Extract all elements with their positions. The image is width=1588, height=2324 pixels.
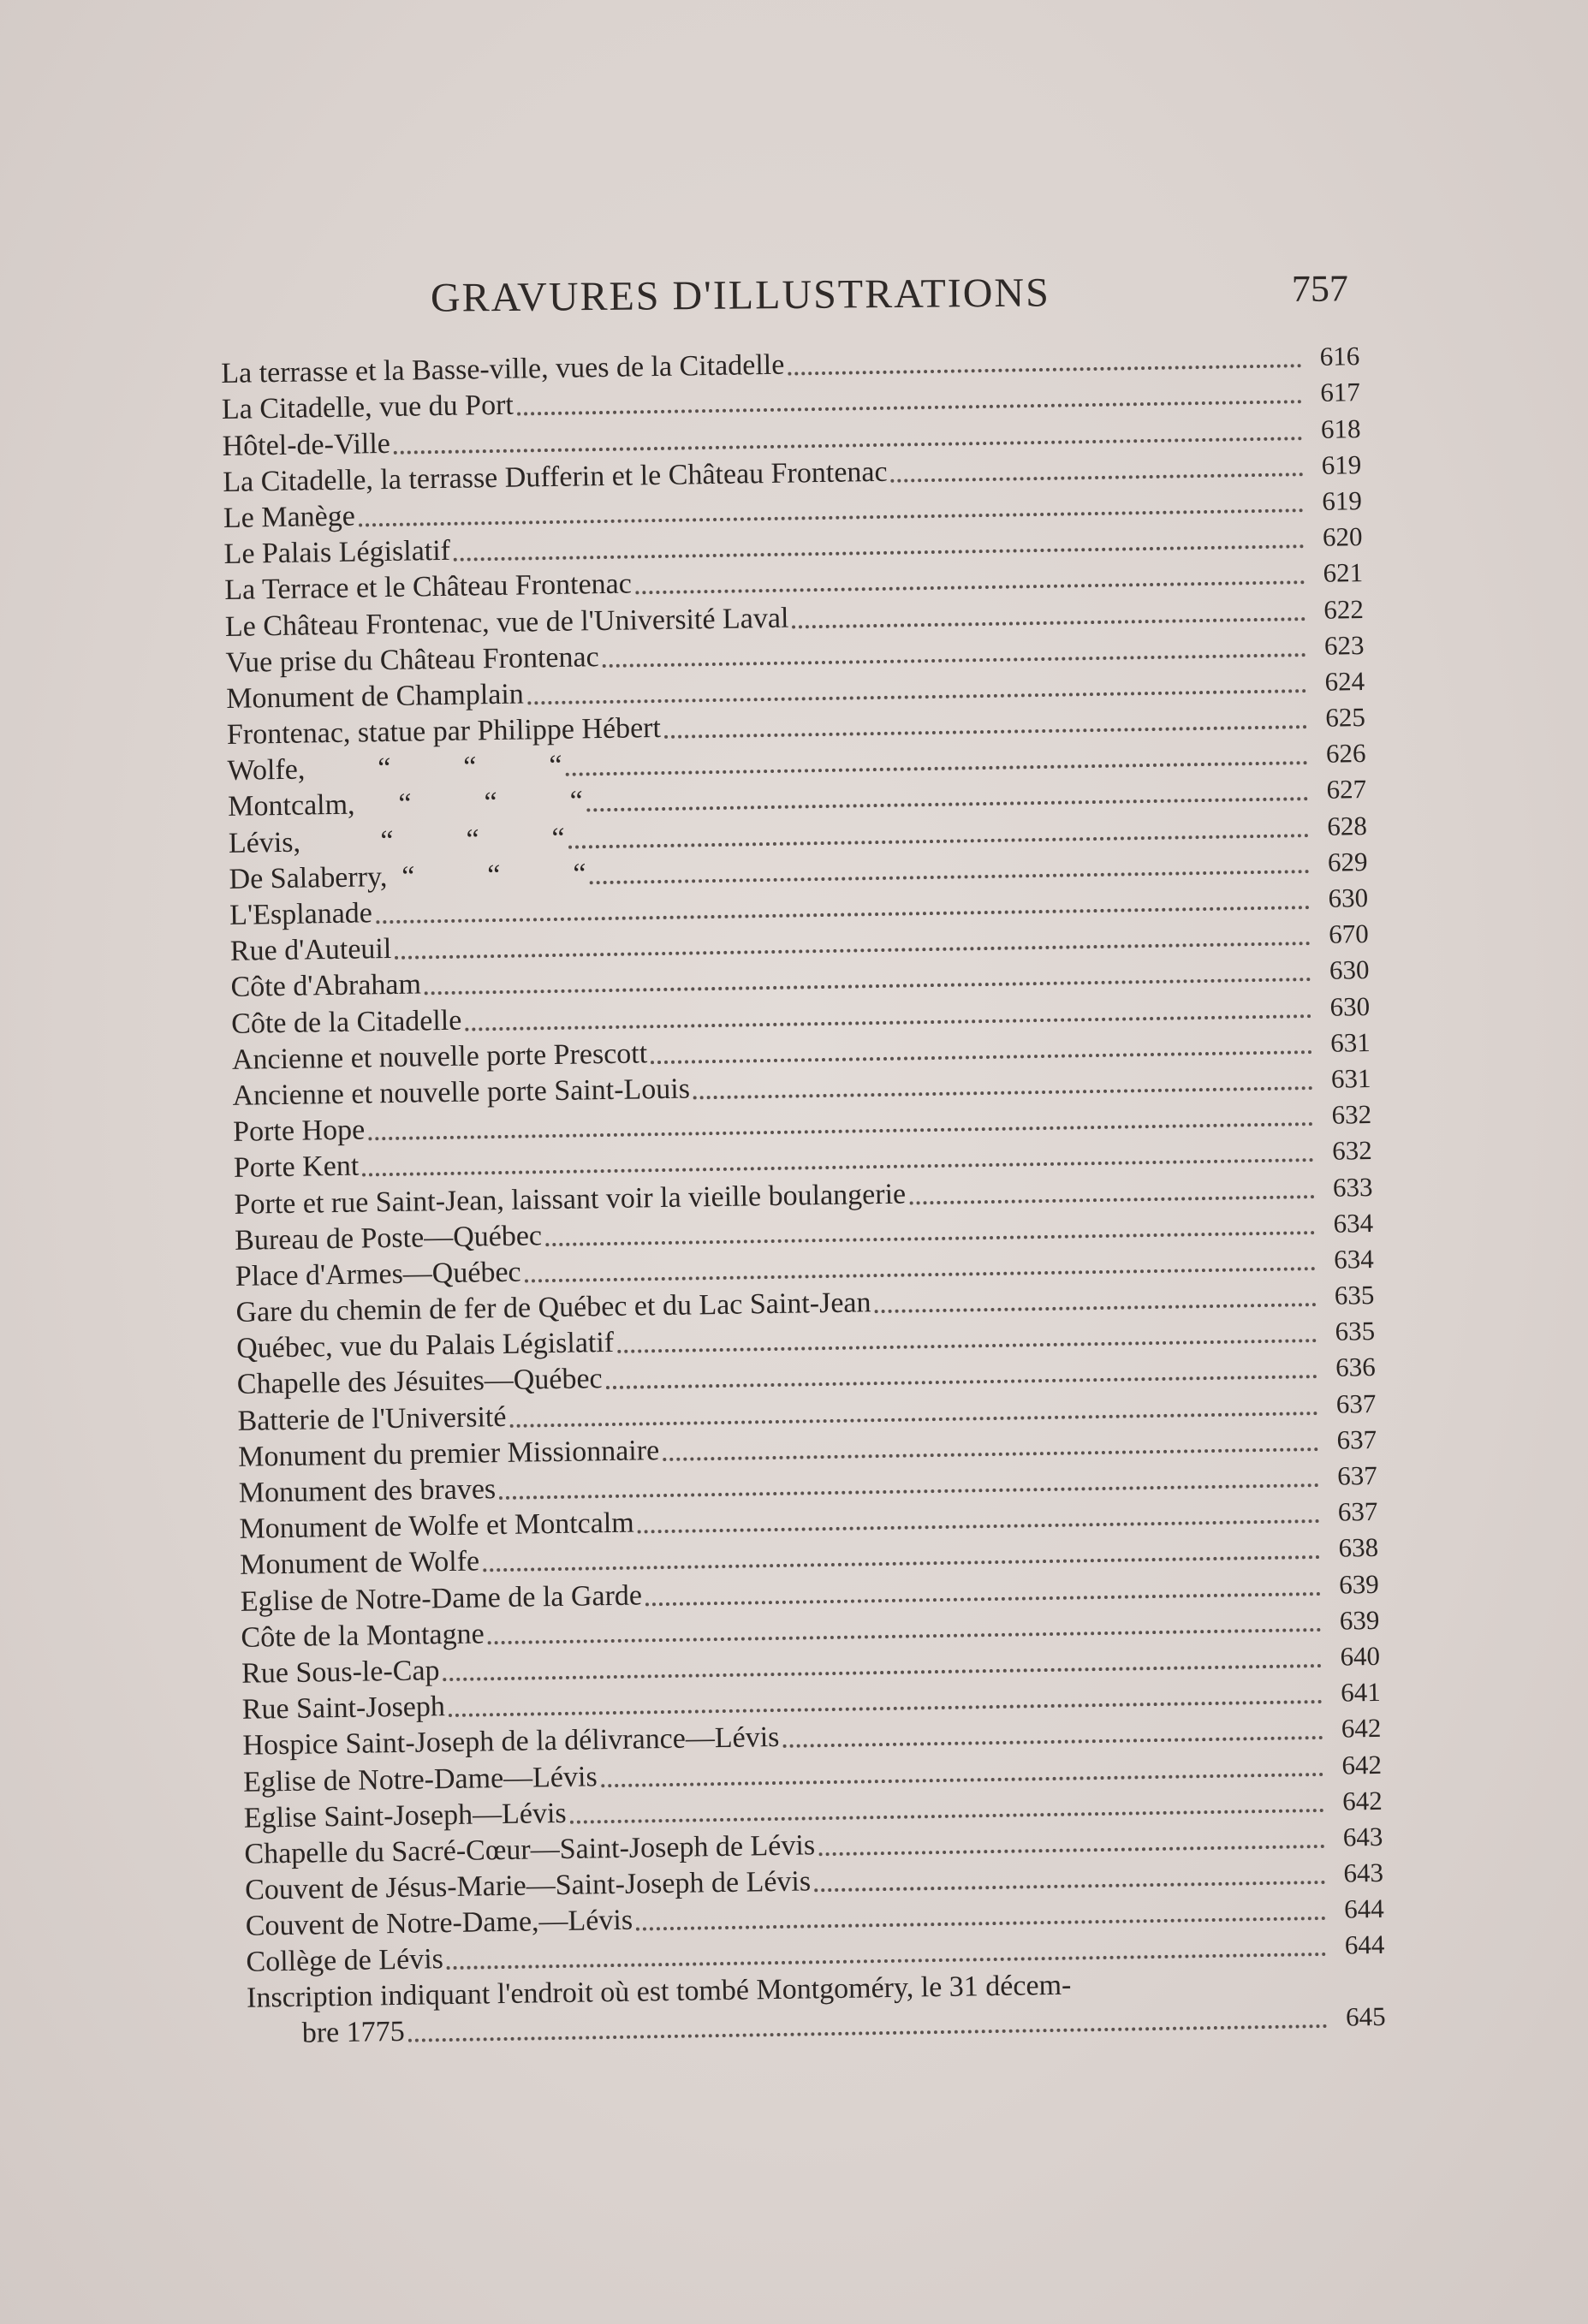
entry-label: Monument de Champlain xyxy=(225,678,525,715)
section-title: GRAVURES D'ILLUSTRATIONS xyxy=(430,270,1051,321)
entry-page-number: 643 xyxy=(1343,1857,1384,1888)
entry-label: De Salaberry, “ “ “ xyxy=(229,858,586,895)
dot-leader xyxy=(818,1841,1324,1856)
entry-label: Eglise de Notre-Dame—Lévis xyxy=(242,1760,598,1798)
entry-page-number: 618 xyxy=(1320,413,1361,444)
entry-label: Ancienne et nouvelle porte Saint-Louis xyxy=(232,1073,691,1112)
dot-leader xyxy=(909,1192,1314,1204)
page-header xyxy=(424,263,1358,331)
entry-page-number: 635 xyxy=(1334,1280,1375,1311)
dot-leader xyxy=(788,360,1301,375)
entry-page-number: 621 xyxy=(1323,557,1364,589)
entry-label: Lévis, “ “ “ xyxy=(228,822,565,859)
entry-page-number: 642 xyxy=(1341,1785,1383,1816)
entry-page-number: 627 xyxy=(1326,774,1367,805)
entry-label: Batterie de l'Université xyxy=(237,1400,507,1437)
entry-page-number: 638 xyxy=(1338,1532,1379,1564)
entry-page-number: 642 xyxy=(1341,1713,1382,1744)
entry-label: Hôtel-de-Ville xyxy=(222,427,391,462)
entry-label: La Citadelle, la terrasse Dufferin et le Château Frontenac xyxy=(223,455,888,498)
entry-label: Porte et rue Saint-Jean, laissant voir la vieille boulangerie xyxy=(234,1178,907,1221)
entry-label: Gare du chemin de fer de Québec et du Lac Saint-Jean xyxy=(235,1287,871,1328)
entry-label: Eglise de Notre-Dame de la Garde xyxy=(240,1579,643,1618)
entry-page-number: 630 xyxy=(1329,954,1370,986)
entry-label: Rue d'Auteuil xyxy=(229,933,392,968)
entry-label: L'Esplanade xyxy=(229,897,373,931)
entry-label: Monument de Wolfe xyxy=(239,1545,480,1582)
entry-label: Montcalm, “ “ “ xyxy=(227,785,584,823)
entry-label: Place d'Armes—Québec xyxy=(235,1256,521,1293)
entry-page-number: 644 xyxy=(1343,1893,1384,1924)
dot-leader xyxy=(891,469,1304,483)
entry-label: Rue Saint-Joseph xyxy=(241,1691,446,1726)
entry-label: La Citadelle, vue du Port xyxy=(221,389,514,426)
entry-label: Collège de Lévis xyxy=(246,1943,444,1979)
entry-page-number: 635 xyxy=(1335,1316,1376,1346)
entry-label: Eglise Saint-Joseph—Lévis xyxy=(243,1797,567,1834)
dot-leader xyxy=(617,1335,1317,1353)
entry-label: La terrasse et la Basse-ville, vues de la Citadelle xyxy=(221,348,785,390)
entry-page-number: 625 xyxy=(1325,702,1366,733)
entry-label: Chapelle des Jésuites—Québec xyxy=(236,1363,603,1401)
entry-page-number: 626 xyxy=(1325,738,1366,770)
entry-page-number: 642 xyxy=(1341,1749,1383,1780)
entry-label: Ancienne et nouvelle porte Prescott xyxy=(231,1037,648,1076)
entry-label: Le Château Frontenac, vue de l'Université Laval xyxy=(224,602,789,643)
entry-label: Wolfe, “ “ “ xyxy=(227,750,562,788)
dot-leader xyxy=(638,1516,1320,1534)
dot-leader xyxy=(636,1913,1326,1931)
illustration-list xyxy=(221,338,1386,2053)
entry-page-number: 632 xyxy=(1331,1135,1373,1167)
entry-page-number: 637 xyxy=(1336,1459,1377,1491)
entry-page-number: 639 xyxy=(1339,1604,1380,1636)
entry-label: Monument des braves xyxy=(238,1473,497,1509)
entry-page-number: 640 xyxy=(1340,1640,1381,1672)
entry-page-number: 631 xyxy=(1329,1026,1371,1058)
entry-label: Monument du premier Missionnaire xyxy=(237,1434,660,1473)
entry-page-number: 628 xyxy=(1327,810,1368,841)
entry-label-line1: Inscription indiquant l'endroit où est tombé Montgoméry, le 31 décem- xyxy=(246,1970,1072,2015)
entry-page-number: 644 xyxy=(1344,1929,1385,1961)
entry-page-number: 622 xyxy=(1323,593,1365,625)
entry-page-number: 630 xyxy=(1329,990,1371,1022)
entry-page-number: 634 xyxy=(1333,1207,1374,1239)
entry-page-number: 630 xyxy=(1328,883,1369,913)
entry-label: Québec, vue du Palais Législatif xyxy=(235,1327,615,1365)
entry-page-number: 623 xyxy=(1323,629,1365,661)
entry-page-number: 645 xyxy=(1345,2001,1386,2033)
entry-page-number: 629 xyxy=(1327,846,1368,877)
entry-label: La Terrace et le Château Frontenac xyxy=(224,568,633,607)
entry-label: Hospice Saint-Joseph de la délivrance—Lévis xyxy=(242,1721,780,1762)
entry-page-number: 632 xyxy=(1331,1099,1372,1130)
entry-label: Porte Kent xyxy=(233,1150,360,1185)
entry-label: Côte d'Abraham xyxy=(230,968,422,1004)
dot-leader xyxy=(875,1299,1317,1313)
entry-page-number: 619 xyxy=(1321,449,1362,480)
entry-page-number: 619 xyxy=(1322,485,1363,516)
dot-leader xyxy=(408,2021,1328,2042)
entry-label: Frontenac, statue par Philippe Hébert xyxy=(226,712,662,752)
entry-page-number: 670 xyxy=(1328,918,1370,949)
entry-page-number: 637 xyxy=(1337,1496,1378,1527)
entry-label: Bureau de Poste—Québec xyxy=(234,1219,543,1257)
entry-label: Couvent de Jésus-Marie—Saint-Joseph de Lévis xyxy=(244,1865,812,1906)
entry-page-number: 634 xyxy=(1333,1243,1375,1275)
dot-leader xyxy=(792,614,1305,628)
dot-leader xyxy=(663,1444,1318,1461)
entry-page-number: 620 xyxy=(1322,521,1363,552)
entry-label: Le Palais Législatif xyxy=(223,534,451,571)
entry-page-number: 637 xyxy=(1336,1424,1377,1455)
entry-page-number: 639 xyxy=(1338,1568,1379,1600)
dot-leader xyxy=(645,1589,1321,1606)
dot-leader xyxy=(635,577,1305,594)
entry-label: Chapelle du Sacré-Cœur—Saint-Joseph de Lévis xyxy=(244,1829,816,1870)
entry-page-number: 624 xyxy=(1324,665,1365,697)
entry-label: Côte de la Citadelle xyxy=(230,1004,462,1040)
entry-label: Vue prise du Château Frontenac xyxy=(225,640,599,679)
entry-label: Porte Hope xyxy=(232,1114,366,1149)
entry-page-number: 616 xyxy=(1319,341,1360,372)
entry-label: Rue Sous-le-Cap xyxy=(241,1655,440,1690)
entry-label: Monument de Wolfe et Montcalm xyxy=(239,1507,634,1546)
entry-page-number: 631 xyxy=(1330,1062,1371,1094)
entry-label: Côte de la Montagne xyxy=(241,1618,485,1654)
entry-label-line2: bre 1775 xyxy=(301,2016,405,2050)
entry-page-number: 643 xyxy=(1342,1821,1383,1852)
entry-page-number: 641 xyxy=(1340,1677,1381,1708)
entry-label: Couvent de Notre-Dame,—Lévis xyxy=(245,1904,633,1943)
dot-leader xyxy=(782,1733,1323,1748)
dot-leader xyxy=(603,650,1306,668)
entry-page-number: 633 xyxy=(1332,1171,1373,1203)
entry-label: Le Manège xyxy=(223,500,356,534)
dot-leader xyxy=(606,1371,1317,1389)
dot-leader xyxy=(814,1877,1325,1892)
dot-leader xyxy=(651,1047,1312,1064)
dot-leader xyxy=(664,722,1307,739)
entry-page-number: 637 xyxy=(1335,1388,1377,1419)
page-number: 757 xyxy=(1291,267,1349,310)
entry-page-number: 636 xyxy=(1335,1352,1376,1383)
dot-leader xyxy=(693,1083,1313,1099)
entry-page-number: 617 xyxy=(1320,377,1361,408)
